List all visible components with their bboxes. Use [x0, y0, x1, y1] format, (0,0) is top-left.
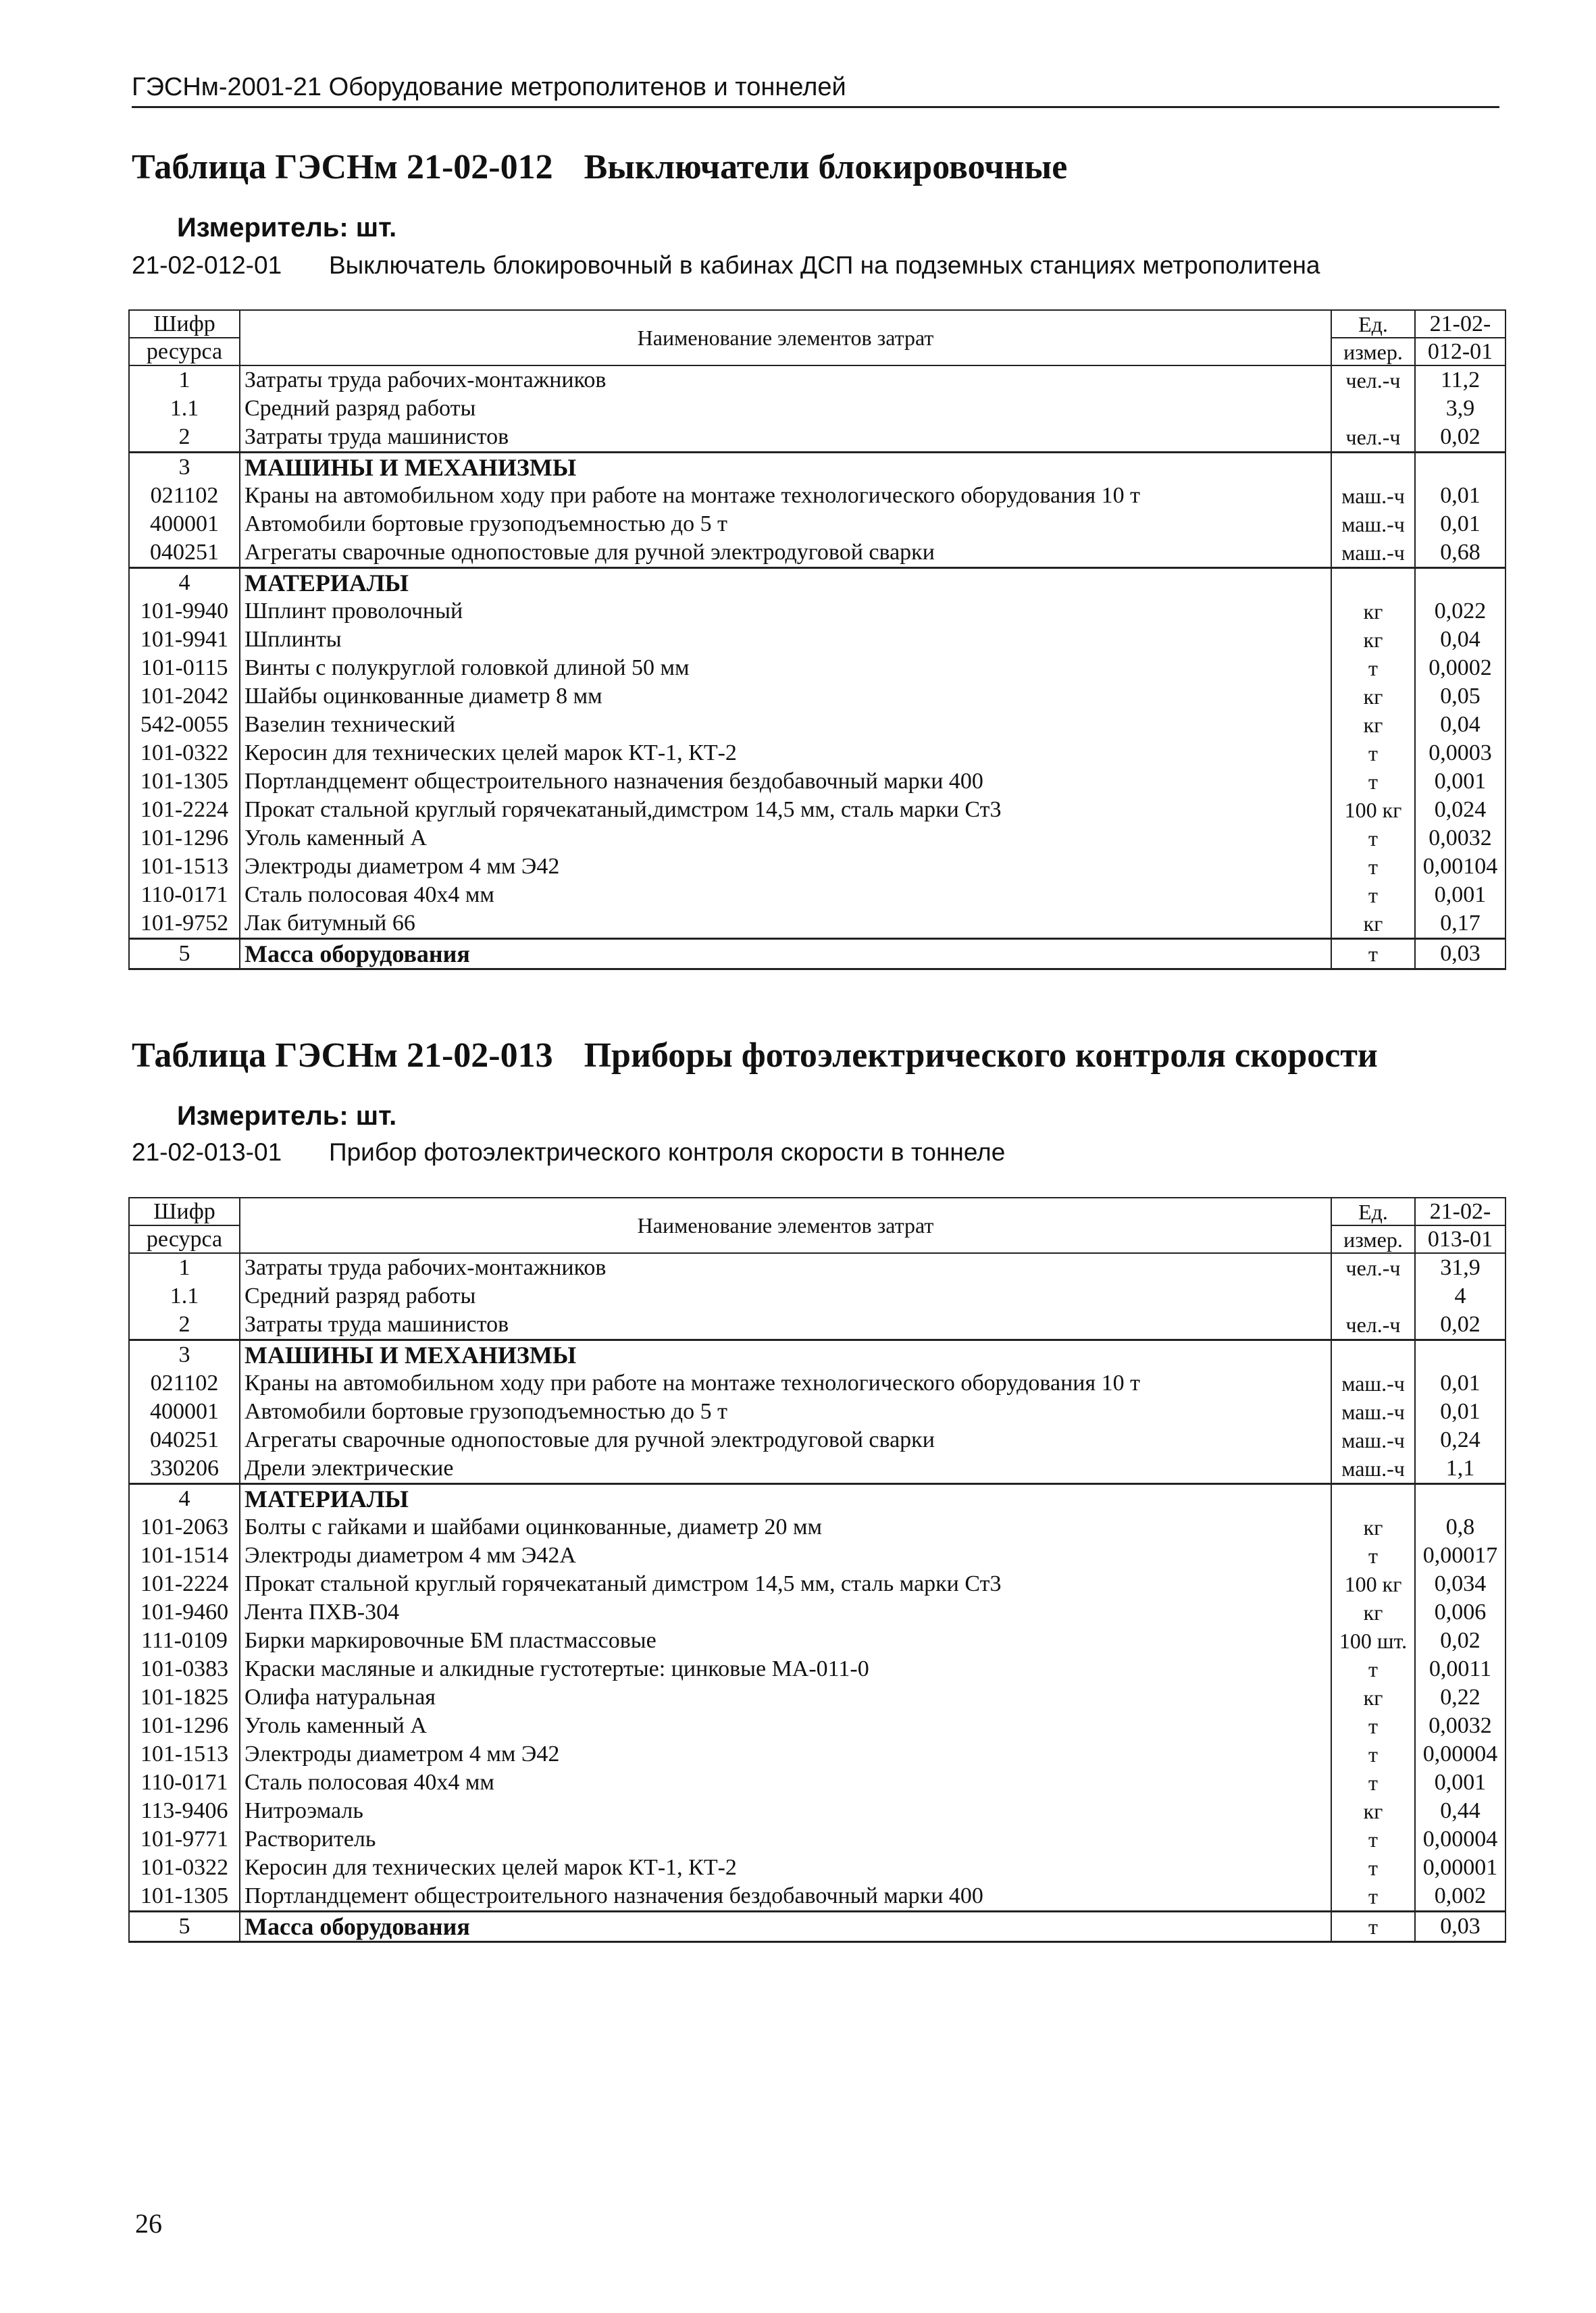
table-row	[129, 365, 1505, 395]
cell-name: МАШИНЫ И МЕХАНИЗМЫ	[240, 453, 1331, 482]
table-row	[129, 1598, 1505, 1627]
table-row	[129, 1484, 1505, 1514]
header-value	[1415, 310, 1505, 338]
cell-name: Уголь каменный А	[240, 1712, 1331, 1740]
cell-code: 101-1296	[129, 824, 240, 853]
cell-value: 0,024	[1415, 796, 1505, 824]
table-row	[129, 739, 1505, 767]
cell-value: 0,00004	[1415, 1740, 1505, 1769]
cell-value: 0,8	[1415, 1513, 1505, 1542]
header-value-line1: 21-02-	[1429, 311, 1491, 336]
cell-name: Автомобили бортовые грузоподъемностью до 5 т	[240, 510, 1331, 538]
header-unit-line1: Ед.	[1358, 311, 1388, 336]
table-row	[129, 538, 1505, 568]
header-code-2	[129, 338, 240, 365]
cell-value: 0,006	[1415, 1598, 1505, 1627]
table-header	[129, 1198, 1505, 1253]
table-row	[129, 853, 1505, 881]
cell-value: 0,22	[1415, 1683, 1505, 1712]
table-row	[129, 711, 1505, 739]
cell-code: 400001	[129, 1398, 240, 1426]
cell-value: 0,01	[1415, 482, 1505, 510]
table-row	[129, 1340, 1505, 1370]
cell-name: МАШИНЫ И МЕХАНИЗМЫ	[240, 1340, 1331, 1370]
header-value	[1415, 1198, 1505, 1225]
cell-code: 542-0055	[129, 711, 240, 739]
header-code	[129, 310, 240, 338]
cell-name: Масса оборудования	[240, 939, 1331, 969]
cell-value: 0,00017	[1415, 1542, 1505, 1570]
cell-code: 101-2063	[129, 1513, 240, 1542]
cell-value: 0,001	[1415, 767, 1505, 796]
cell-unit: т	[1331, 1655, 1415, 1683]
cell-unit: т	[1331, 1740, 1415, 1769]
header-code-line1: Шифр	[153, 1198, 215, 1224]
cell-code: 1.1	[129, 1282, 240, 1311]
cell-name: Растворитель	[240, 1825, 1331, 1854]
cell-value: 0,0032	[1415, 824, 1505, 853]
cell-name: Уголь каменный А	[240, 824, 1331, 853]
header-unit-line2: измер.	[1343, 1227, 1403, 1252]
cell-value: 4	[1415, 1282, 1505, 1311]
measure-label: Измеритель: шт.	[177, 213, 397, 243]
table-row	[129, 597, 1505, 626]
cell-unit	[1331, 395, 1415, 423]
cell-unit: кг	[1331, 597, 1415, 626]
cell-unit: т	[1331, 1882, 1415, 1912]
page-number: 26	[135, 2208, 162, 2239]
cell-unit: кг	[1331, 682, 1415, 711]
work-code: 21-02-013-01	[132, 1138, 282, 1166]
table-row	[129, 1712, 1505, 1740]
cell-name: Шплинты	[240, 626, 1331, 654]
cell-name: Лак битумный 66	[240, 909, 1331, 939]
work-name: Выключатель блокировочный в кабинах ДСП на подземных станциях метрополитена	[329, 251, 1320, 279]
cell-unit: т	[1331, 767, 1415, 796]
table-row	[129, 1912, 1505, 1942]
cell-value	[1415, 1340, 1505, 1370]
resource-table-1	[128, 309, 1506, 970]
cell-value: 31,9	[1415, 1253, 1505, 1282]
table-row	[129, 453, 1505, 482]
work-code: 21-02-012-01	[132, 251, 282, 279]
cell-code: 101-9460	[129, 1598, 240, 1627]
cell-value: 0,02	[1415, 1627, 1505, 1655]
cell-name: Портландцемент общестроительного назначения бездобавочный марки 400	[240, 767, 1331, 796]
cell-value: 0,022	[1415, 597, 1505, 626]
cell-code: 021102	[129, 482, 240, 510]
cell-unit: кг	[1331, 1683, 1415, 1712]
cell-unit: т	[1331, 1854, 1415, 1882]
table-row	[129, 767, 1505, 796]
cell-name: Винты с полукруглой головкой длиной 50 мм	[240, 654, 1331, 682]
cell-value: 0,02	[1415, 423, 1505, 453]
cell-name: Краны на автомобильном ходу при работе на монтаже технологического оборудования 10 т	[240, 1369, 1331, 1398]
cell-code: 2	[129, 1311, 240, 1340]
cell-name: Средний разряд работы	[240, 1282, 1331, 1311]
cell-value: 3,9	[1415, 395, 1505, 423]
cell-name: Средний разряд работы	[240, 395, 1331, 423]
cell-code: 101-1514	[129, 1542, 240, 1570]
cell-code: 101-2224	[129, 1570, 240, 1598]
cell-code: 101-2042	[129, 682, 240, 711]
cell-unit: т	[1331, 1712, 1415, 1740]
cell-unit	[1331, 1340, 1415, 1370]
cell-value: 0,0003	[1415, 739, 1505, 767]
table-title-code: Таблица ГЭСНм 21-02-013	[132, 1036, 553, 1075]
table-row	[129, 626, 1505, 654]
table-title-code: Таблица ГЭСНм 21-02-012	[132, 148, 553, 186]
table-row	[129, 1825, 1505, 1854]
running-header: ГЭСНм-2001-21 Оборудование метрополитенов и тоннелей	[132, 73, 1499, 108]
cell-code: 101-0322	[129, 739, 240, 767]
header-code-2	[129, 1225, 240, 1253]
cell-unit: 100 шт.	[1331, 1627, 1415, 1655]
table-header	[129, 310, 1505, 365]
cell-unit	[1331, 1484, 1415, 1514]
cell-unit: т	[1331, 1825, 1415, 1854]
table-row	[129, 682, 1505, 711]
cell-code: 110-0171	[129, 1769, 240, 1797]
table-row	[129, 568, 1505, 598]
cell-unit: маш.-ч	[1331, 538, 1415, 568]
table-row	[129, 1282, 1505, 1311]
table-row	[129, 510, 1505, 538]
cell-code: 1.1	[129, 395, 240, 423]
table-row	[129, 939, 1505, 969]
table-row	[129, 824, 1505, 853]
cell-value: 0,01	[1415, 1398, 1505, 1426]
cell-code: 5	[129, 1912, 240, 1942]
cell-unit: 100 кг	[1331, 1570, 1415, 1598]
cell-name: Прокат стальной круглый горячекатаный димстром 14,5 мм, сталь марки Ст3	[240, 1570, 1331, 1598]
table-title-name: Приборы фотоэлектрического контроля скорости	[584, 1036, 1378, 1075]
cell-name: Электроды диаметром 4 мм Э42А	[240, 1542, 1331, 1570]
cell-code: 101-1305	[129, 1882, 240, 1912]
cell-unit: чел.-ч	[1331, 365, 1415, 395]
cell-value: 11,2	[1415, 365, 1505, 395]
table-row	[129, 1311, 1505, 1340]
cell-code: 040251	[129, 538, 240, 568]
cell-value: 0,68	[1415, 538, 1505, 568]
cell-unit: т	[1331, 881, 1415, 909]
header-value-2	[1415, 1225, 1505, 1253]
table-title-name: Выключатели блокировочные	[584, 148, 1068, 186]
table-row	[129, 1398, 1505, 1426]
cell-value	[1415, 1484, 1505, 1514]
cell-code: 101-9752	[129, 909, 240, 939]
measure-label: Измеритель: шт.	[177, 1101, 397, 1131]
cell-code: 101-9941	[129, 626, 240, 654]
table-row	[129, 1369, 1505, 1398]
cell-unit: маш.-ч	[1331, 1454, 1415, 1484]
cell-unit: кг	[1331, 711, 1415, 739]
cell-name: Сталь полосовая 40х4 мм	[240, 1769, 1331, 1797]
cell-name: Нитроэмаль	[240, 1797, 1331, 1825]
cell-name: Затраты труда машинистов	[240, 1311, 1331, 1340]
table-row	[129, 1683, 1505, 1712]
cell-code: 3	[129, 1340, 240, 1370]
resource-table-2	[128, 1197, 1506, 1943]
header-value-2	[1415, 338, 1505, 365]
cell-name: Электроды диаметром 4 мм Э42	[240, 1740, 1331, 1769]
cell-value	[1415, 453, 1505, 482]
cell-unit: 100 кг	[1331, 796, 1415, 824]
cell-unit: кг	[1331, 626, 1415, 654]
cell-code: 101-1513	[129, 853, 240, 881]
cell-unit: т	[1331, 939, 1415, 969]
work-line	[132, 1138, 1005, 1167]
cell-unit: т	[1331, 853, 1415, 881]
header-unit-2	[1331, 1225, 1415, 1253]
cell-name: Бирки маркировочные БМ пластмассовые	[240, 1627, 1331, 1655]
cell-name: МАТЕРИАЛЫ	[240, 1484, 1331, 1514]
cell-unit: т	[1331, 1542, 1415, 1570]
table-row	[129, 654, 1505, 682]
cell-name: Шплинт проволочный	[240, 597, 1331, 626]
table-row	[129, 1454, 1505, 1484]
table-row	[129, 1426, 1505, 1454]
cell-value: 0,17	[1415, 909, 1505, 939]
cell-unit	[1331, 1282, 1415, 1311]
cell-code: 4	[129, 1484, 240, 1514]
cell-value: 0,04	[1415, 711, 1505, 739]
cell-unit: т	[1331, 1912, 1415, 1942]
cell-unit	[1331, 453, 1415, 482]
cell-value: 0,00001	[1415, 1854, 1505, 1882]
header-value-line1: 21-02-	[1429, 1198, 1491, 1224]
table-row	[129, 1513, 1505, 1542]
cell-code: 101-1305	[129, 767, 240, 796]
cell-code: 111-0109	[129, 1627, 240, 1655]
cell-code: 1	[129, 365, 240, 395]
cell-code: 113-9406	[129, 1797, 240, 1825]
cell-code: 400001	[129, 510, 240, 538]
table-row	[129, 1627, 1505, 1655]
header-value-line2: 013-01	[1427, 1226, 1493, 1252]
cell-code: 101-1296	[129, 1712, 240, 1740]
cell-code: 101-9771	[129, 1825, 240, 1854]
cell-value	[1415, 568, 1505, 598]
header-code	[129, 1198, 240, 1225]
cell-code: 101-0115	[129, 654, 240, 682]
cell-unit: маш.-ч	[1331, 1369, 1415, 1398]
table-title-21-02-013	[132, 1036, 1378, 1075]
cell-name: МАТЕРИАЛЫ	[240, 568, 1331, 598]
cell-code: 101-0383	[129, 1655, 240, 1683]
header-unit-line2: измер.	[1343, 339, 1403, 364]
table-row	[129, 1570, 1505, 1598]
cell-name: Прокат стальной круглый горячекатаный,димстром 14,5 мм, сталь марки Ст3	[240, 796, 1331, 824]
table-row	[129, 482, 1505, 510]
table-body	[129, 1253, 1505, 1942]
cell-value: 0,02	[1415, 1311, 1505, 1340]
cell-value: 0,001	[1415, 881, 1505, 909]
header-unit	[1331, 310, 1415, 338]
cell-unit: т	[1331, 1769, 1415, 1797]
cell-code: 101-2224	[129, 796, 240, 824]
cell-value: 0,04	[1415, 626, 1505, 654]
cell-unit: чел.-ч	[1331, 1253, 1415, 1282]
cell-value: 0,03	[1415, 1912, 1505, 1942]
header-value-line2: 012-01	[1427, 338, 1493, 364]
cell-unit: маш.-ч	[1331, 510, 1415, 538]
header-code-line2: ресурса	[146, 338, 223, 364]
cell-name: Керосин для технических целей марок КТ-1, КТ-2	[240, 1854, 1331, 1882]
cell-unit	[1331, 568, 1415, 598]
cell-code: 101-1513	[129, 1740, 240, 1769]
cell-unit: чел.-ч	[1331, 1311, 1415, 1340]
cell-code: 110-0171	[129, 881, 240, 909]
cell-code: 101-0322	[129, 1854, 240, 1882]
cell-value: 0,0002	[1415, 654, 1505, 682]
cell-name: Вазелин технический	[240, 711, 1331, 739]
header-name: Наименование элементов затрат	[240, 310, 1331, 365]
cell-name: Олифа натуральная	[240, 1683, 1331, 1712]
cell-value: 0,0032	[1415, 1712, 1505, 1740]
table-row	[129, 796, 1505, 824]
table-row	[129, 1655, 1505, 1683]
table-row	[129, 1882, 1505, 1912]
header-unit-line1: Ед.	[1358, 1199, 1388, 1224]
cell-value: 0,44	[1415, 1797, 1505, 1825]
cell-code: 330206	[129, 1454, 240, 1484]
cell-value: 0,034	[1415, 1570, 1505, 1598]
cell-code: 4	[129, 568, 240, 598]
cell-value: 0,002	[1415, 1882, 1505, 1912]
table-row	[129, 1740, 1505, 1769]
cell-name: Автомобили бортовые грузоподъемностью до 5 т	[240, 1398, 1331, 1426]
cell-name: Агрегаты сварочные однопостовые для ручной электродуговой сварки	[240, 538, 1331, 568]
cell-name: Дрели электрические	[240, 1454, 1331, 1484]
cell-name: Затраты труда рабочих-монтажников	[240, 1253, 1331, 1282]
cell-value: 0,01	[1415, 1369, 1505, 1398]
table-row	[129, 1854, 1505, 1882]
cell-name: Шайбы оцинкованные диаметр 8 мм	[240, 682, 1331, 711]
cell-value: 0,0011	[1415, 1655, 1505, 1683]
cell-code: 101-1825	[129, 1683, 240, 1712]
cell-unit: маш.-ч	[1331, 1398, 1415, 1426]
cell-name: Краски масляные и алкидные густотертые: цинковые МА-011-0	[240, 1655, 1331, 1683]
cell-code: 040251	[129, 1426, 240, 1454]
cell-unit: маш.-ч	[1331, 1426, 1415, 1454]
cell-name: Краны на автомобильном ходу при работе на монтаже технологического оборудования 10 т	[240, 482, 1331, 510]
cell-value: 0,00004	[1415, 1825, 1505, 1854]
cell-unit: маш.-ч	[1331, 482, 1415, 510]
cell-unit: т	[1331, 654, 1415, 682]
cell-value: 0,03	[1415, 939, 1505, 969]
table-row	[129, 1769, 1505, 1797]
cell-name: Лента ПХВ-304	[240, 1598, 1331, 1627]
cell-code: 3	[129, 453, 240, 482]
cell-name: Электроды диаметром 4 мм Э42	[240, 853, 1331, 881]
cell-code: 1	[129, 1253, 240, 1282]
cell-name: Керосин для технических целей марок КТ-1, КТ-2	[240, 739, 1331, 767]
header-code-line1: Шифр	[153, 311, 215, 336]
cell-unit: т	[1331, 739, 1415, 767]
header-name: Наименование элементов затрат	[240, 1198, 1331, 1253]
cell-code: 101-9940	[129, 597, 240, 626]
cell-name: Сталь полосовая 40х4 мм	[240, 881, 1331, 909]
cell-unit: т	[1331, 824, 1415, 853]
cell-unit: чел.-ч	[1331, 423, 1415, 453]
cell-value: 0,001	[1415, 1769, 1505, 1797]
cell-name: Болты с гайками и шайбами оцинкованные, диаметр 20 мм	[240, 1513, 1331, 1542]
cell-value: 1,1	[1415, 1454, 1505, 1484]
cell-value: 0,24	[1415, 1426, 1505, 1454]
cell-name: Масса оборудования	[240, 1912, 1331, 1942]
table-row	[129, 1253, 1505, 1282]
header-code-line2: ресурса	[146, 1226, 223, 1252]
work-line	[132, 251, 1320, 280]
table-row	[129, 881, 1505, 909]
cell-code: 2	[129, 423, 240, 453]
cell-value: 0,00104	[1415, 853, 1505, 881]
cell-name: Портландцемент общестроительного назначения бездобавочный марки 400	[240, 1882, 1331, 1912]
cell-name: Затраты труда рабочих-монтажников	[240, 365, 1331, 395]
cell-name: Агрегаты сварочные однопостовые для ручной электродуговой сварки	[240, 1426, 1331, 1454]
cell-unit: кг	[1331, 909, 1415, 939]
header-unit	[1331, 1198, 1415, 1225]
cell-value: 0,01	[1415, 510, 1505, 538]
table-row	[129, 423, 1505, 453]
table-row	[129, 1797, 1505, 1825]
cell-code: 5	[129, 939, 240, 969]
header-unit-2	[1331, 338, 1415, 365]
table-row	[129, 909, 1505, 939]
work-name: Прибор фотоэлектрического контроля скорости в тоннеле	[329, 1138, 1006, 1166]
cell-code: 021102	[129, 1369, 240, 1398]
cell-unit: кг	[1331, 1598, 1415, 1627]
table-body	[129, 365, 1505, 969]
cell-name: Затраты труда машинистов	[240, 423, 1331, 453]
cell-unit: кг	[1331, 1797, 1415, 1825]
cell-unit: кг	[1331, 1513, 1415, 1542]
table-title-21-02-012	[132, 147, 1067, 187]
table-row	[129, 1542, 1505, 1570]
cell-value: 0,05	[1415, 682, 1505, 711]
table-row	[129, 395, 1505, 423]
